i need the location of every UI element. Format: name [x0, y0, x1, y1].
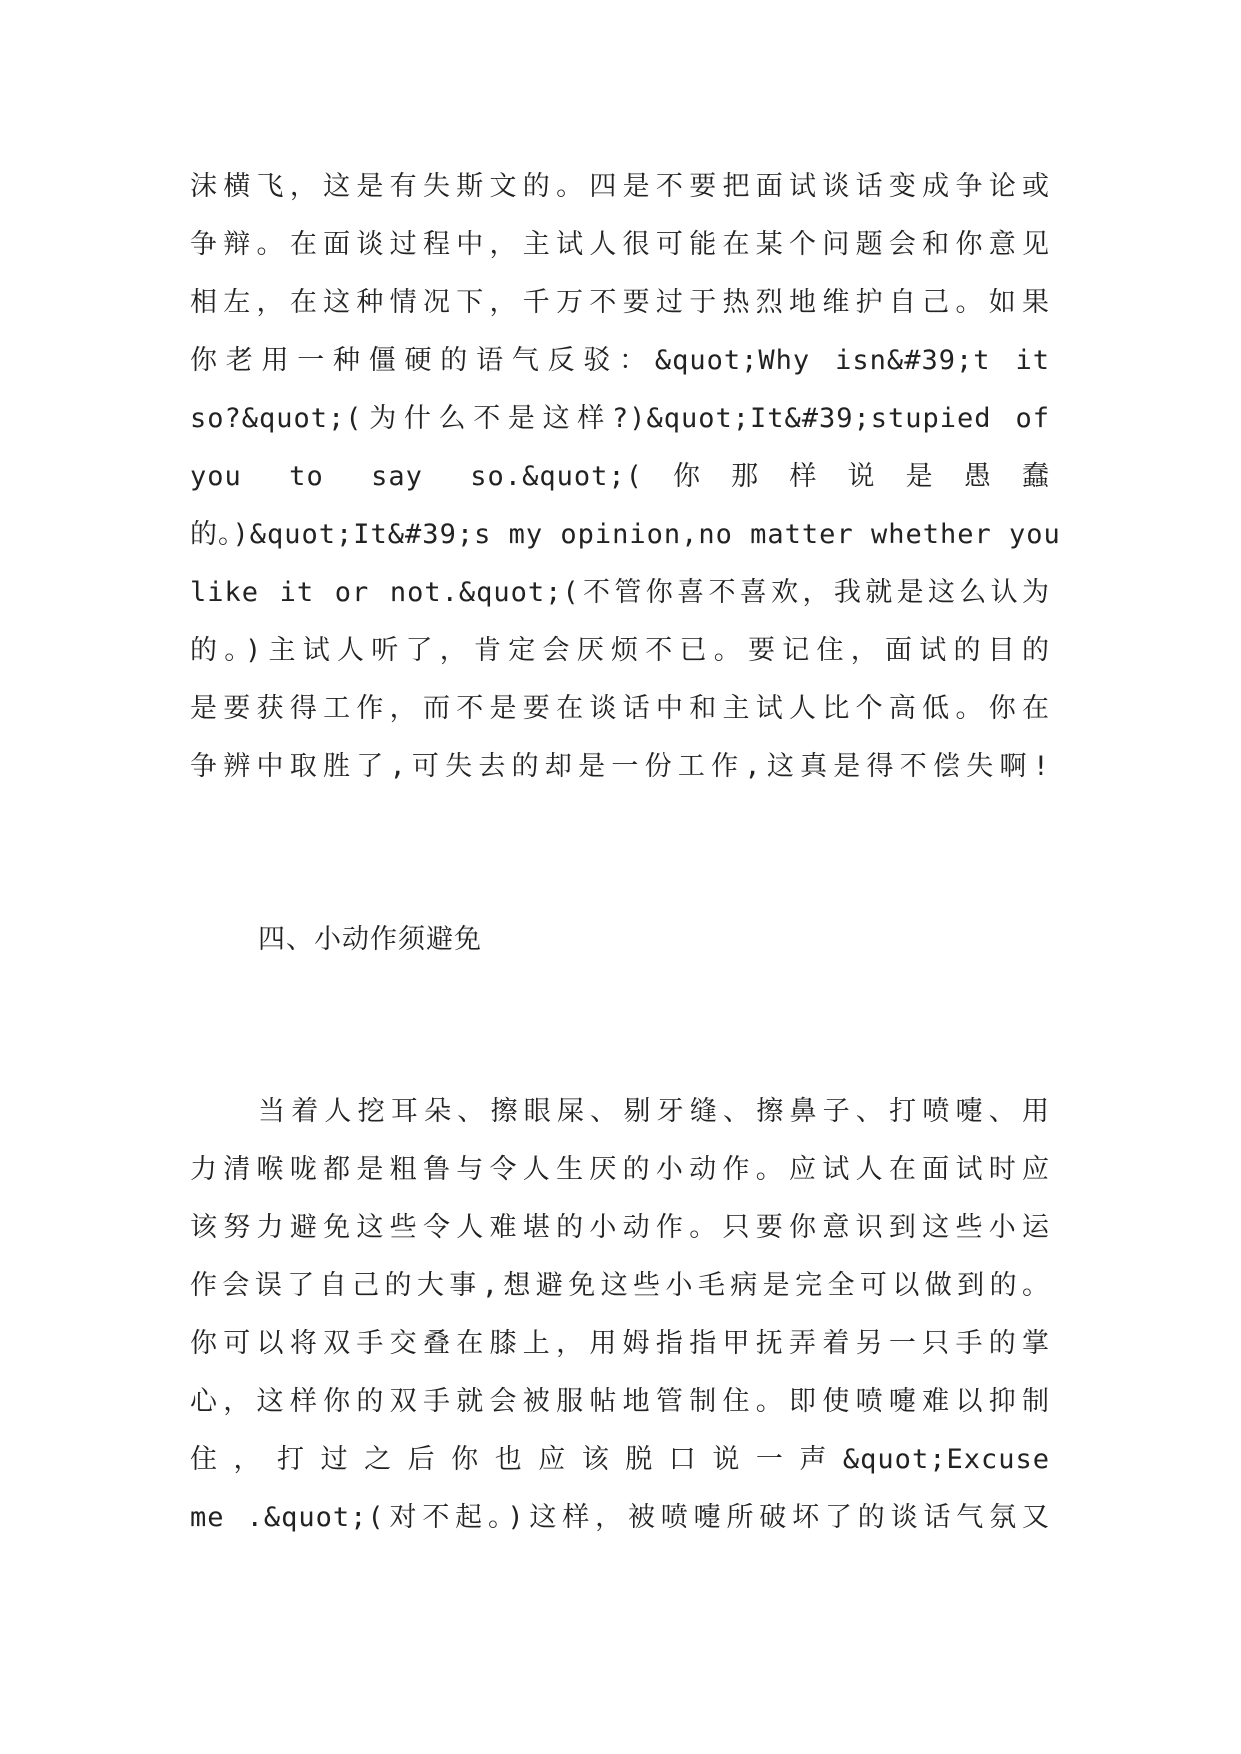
paragraph-line: 你老用一种僵硬的语气反驳：&quot;Why isn&#39;t it	[190, 345, 1050, 376]
paragraph-line: me .&quot;(对不起。)这样，被喷嚏所破坏了的谈话气氛又	[190, 1502, 1050, 1533]
paragraph-line: 是要获得工作，而不是要在谈话中和主试人比个高低。你在	[190, 693, 1050, 724]
paragraph-line: like it or not.&quot;(不管你喜不喜欢，我就是这么认为	[190, 577, 1050, 608]
paragraph-line: 当着人挖耳朵、擦眼屎、剔牙缝、擦鼻子、打喷嚏、用	[258, 1096, 1050, 1127]
paragraph-line: 心，这样你的双手就会被服帖地管制住。即使喷嚏难以抑制	[190, 1386, 1050, 1417]
paragraph-line: 你可以将双手交叠在膝上，用姆指指甲抚弄着另一只手的掌	[190, 1328, 1050, 1359]
paragraph-line: 作会误了自己的大事,想避免这些小毛病是完全可以做到的。	[190, 1270, 1050, 1301]
paragraph-line: 的。)&quot;It&#39;s my opinion,no matter whether you	[190, 519, 1061, 550]
paragraph-line: 争辩。在面谈过程中，主试人很可能在某个问题会和你意见	[190, 229, 1050, 260]
paragraph-line: 相左，在这种情况下，千万不要过于热烈地维护自己。如果	[190, 287, 1050, 318]
paragraph-line: 沫横飞，这是有失斯文的。四是不要把面试谈话变成争论或	[190, 171, 1050, 202]
paragraph-line: 住，打过之后你也应该脱口说一声&quot;Excuse	[190, 1444, 1050, 1475]
paragraph-line: 争辨中取胜了,可失去的却是一份工作,这真是得不偿失啊!	[190, 751, 1050, 782]
paragraph-line: so?&quot;(为什么不是这样?)&quot;It&#39;stupied of	[190, 403, 1050, 434]
paragraph-line: 力清喉咙都是粗鲁与令人生厌的小动作。应试人在面试时应	[190, 1154, 1050, 1185]
paragraph-line: 该努力避免这些令人难堪的小动作。只要你意识到这些小运	[190, 1212, 1050, 1243]
section-heading: 四、小动作须避免	[258, 924, 482, 955]
paragraph-line: 的。)主试人听了，肯定会厌烦不已。要记住，面试的目的	[190, 635, 1050, 666]
paragraph-line: you to say so.&quot;(你那样说是愚蠢	[190, 461, 1050, 492]
